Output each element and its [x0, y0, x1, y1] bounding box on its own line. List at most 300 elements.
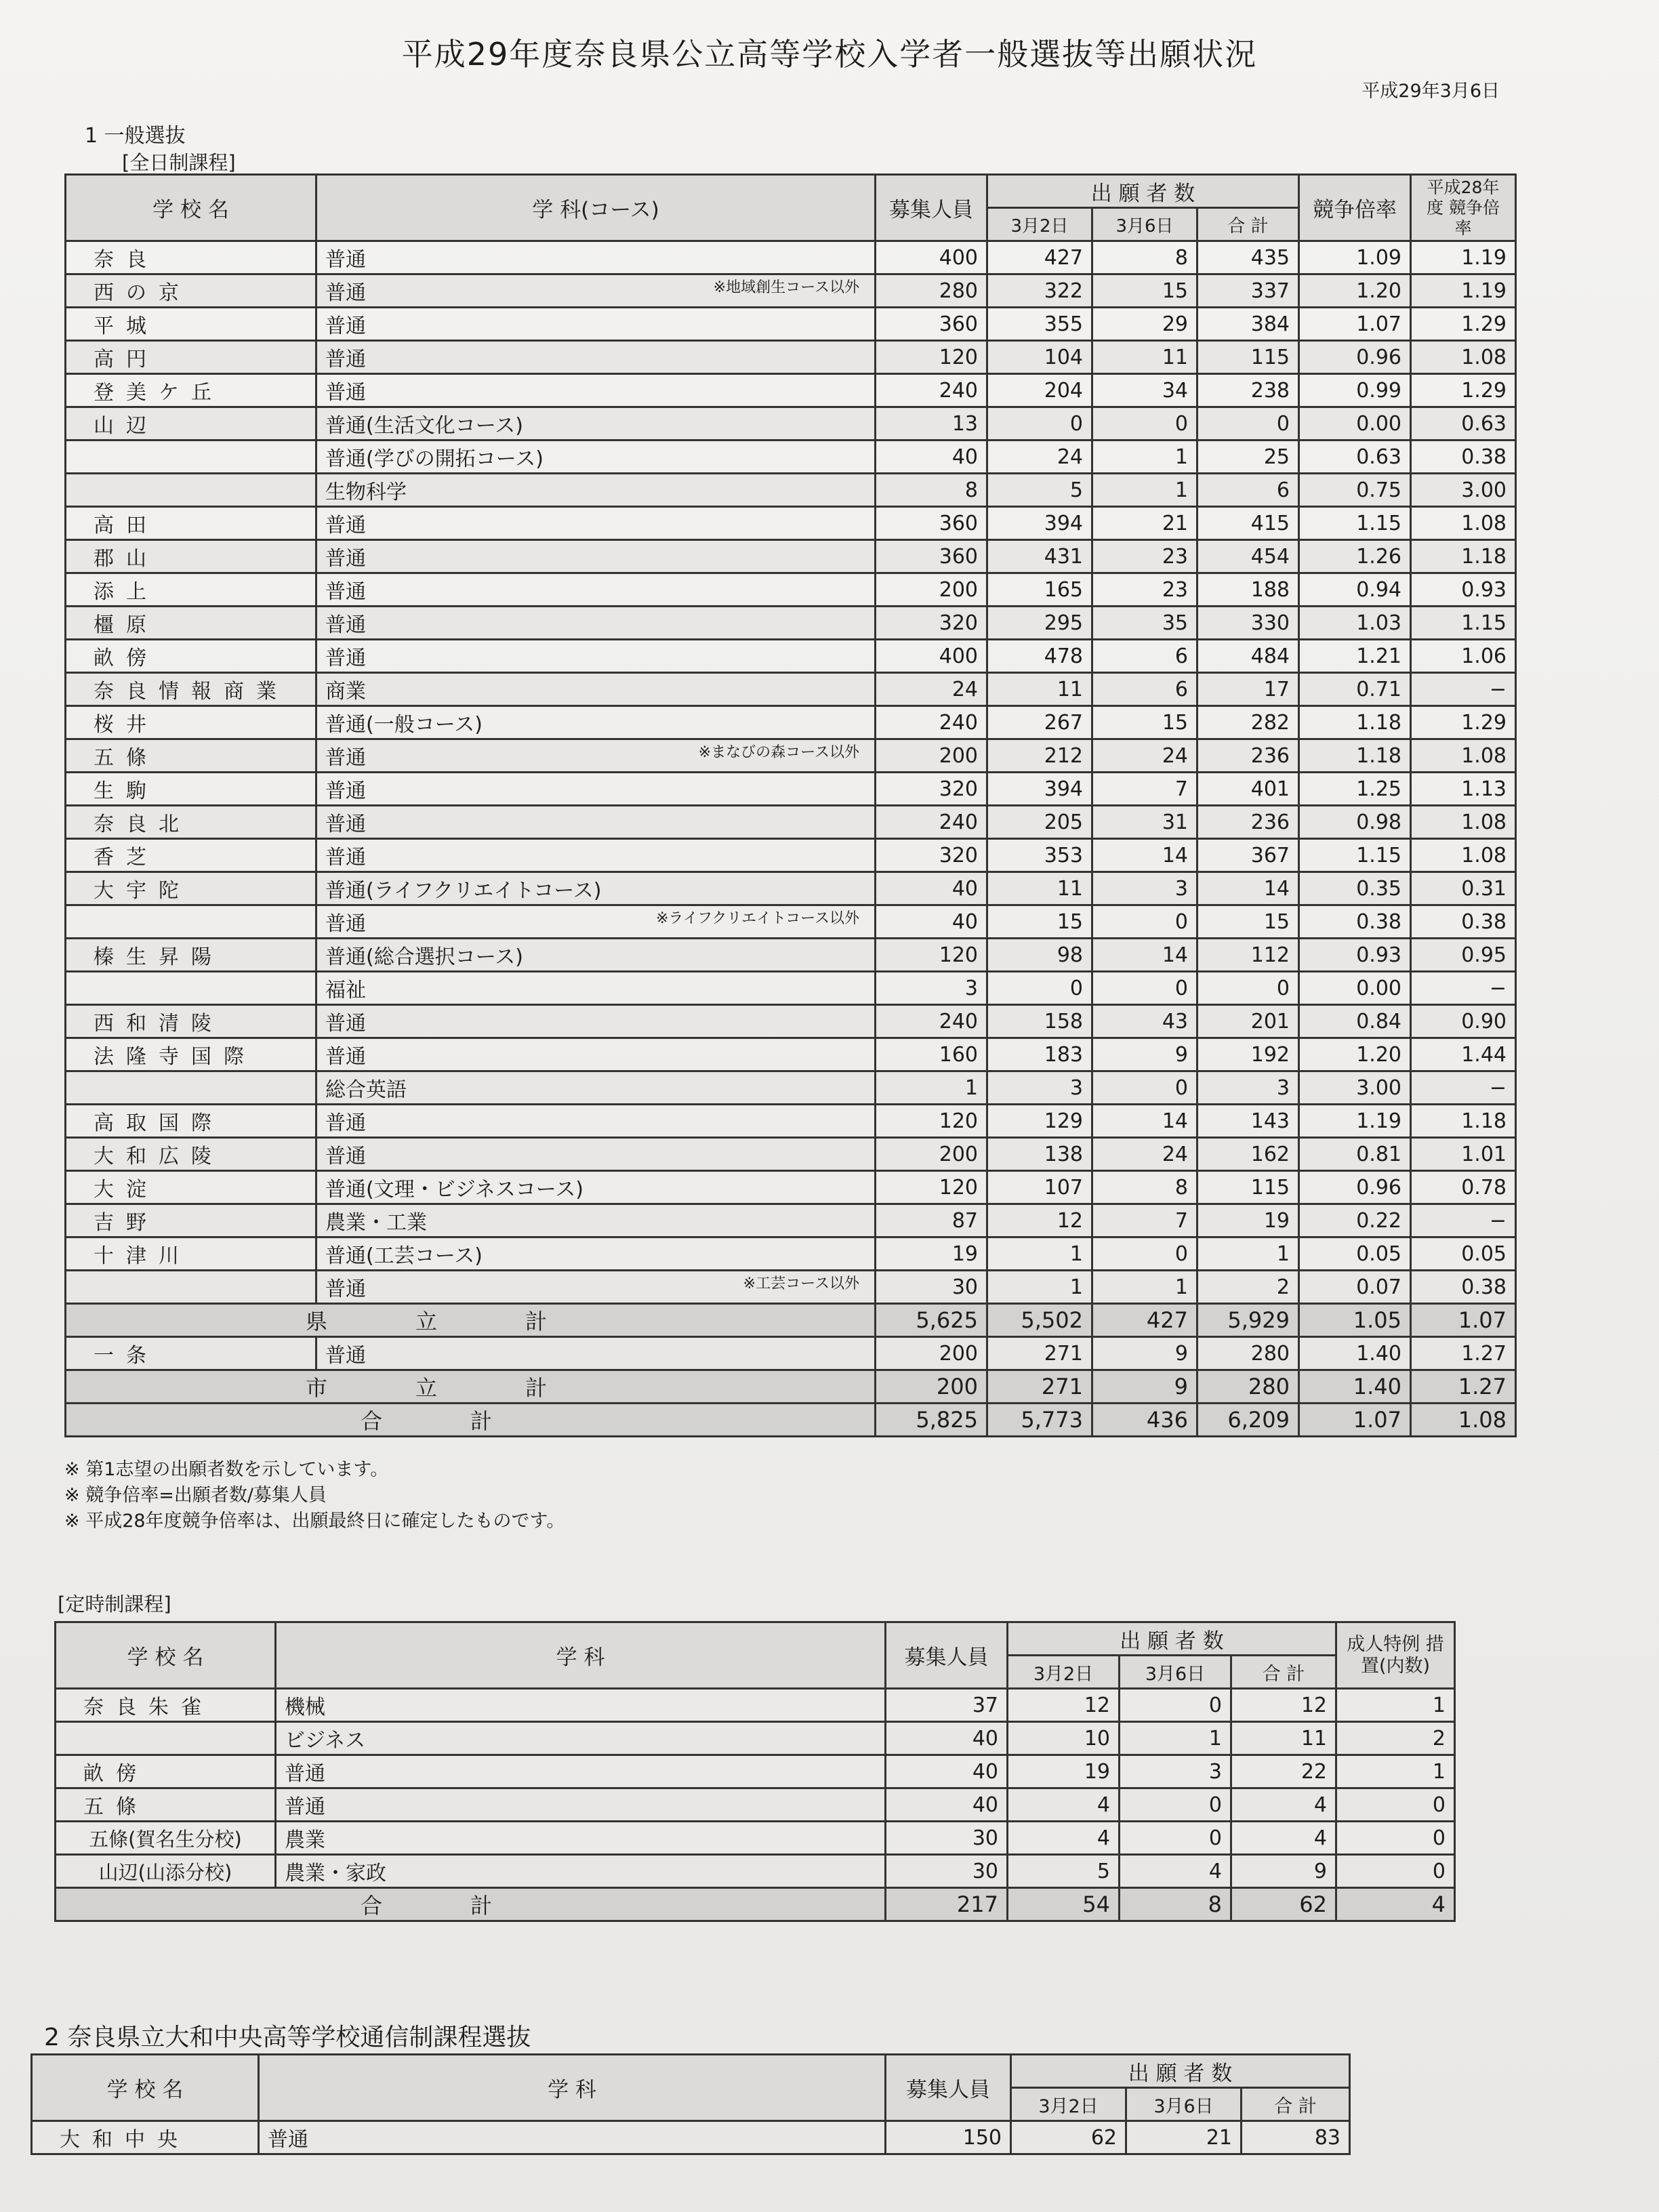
march6-value: 0 — [1092, 407, 1197, 441]
sum-value: 17 — [1197, 673, 1299, 706]
prev-ratio-value: 0.05 — [1411, 1237, 1516, 1271]
capacity-value: 13 — [876, 407, 987, 441]
cap-value: 30 — [886, 1855, 1008, 1888]
table-row — [66, 939, 1516, 972]
sum-value: 415 — [1197, 507, 1299, 540]
march6-value: 34 — [1092, 374, 1197, 407]
footnotes — [64, 1457, 565, 1534]
school-name: 高取国際 — [66, 1105, 316, 1138]
adult-value: 0 — [1336, 1788, 1455, 1822]
table-row — [66, 308, 1516, 341]
march2-value: 11 — [987, 872, 1092, 905]
ratio-value: 0.22 — [1299, 1204, 1411, 1237]
prev-ratio-value: − — [1411, 972, 1516, 1005]
course-cell — [316, 1204, 876, 1237]
sum-value: 192 — [1197, 1038, 1299, 1071]
school-name: 登美ケ丘 — [66, 374, 316, 407]
ratio-value: 0.99 — [1299, 374, 1411, 407]
page-title: 平成29年度奈良県公立高等学校入学者一般選抜等出願状況 — [401, 36, 1258, 73]
prev-ratio-value: 1.01 — [1411, 1138, 1516, 1171]
total-cap-value: 5,825 — [876, 1404, 987, 1437]
course-name: 総合英語 — [325, 1078, 407, 1102]
course-cell — [316, 1038, 876, 1071]
total-d2-value: 436 — [1092, 1404, 1197, 1437]
course-cell — [316, 706, 876, 739]
header-prev-ratio: 平成28年度 競争倍率 — [1411, 175, 1516, 241]
sum-value: 0 — [1197, 972, 1299, 1005]
prev-ratio-value: 0.63 — [1411, 407, 1516, 441]
course-name: 普通 — [325, 514, 366, 537]
ratio-value: 0.93 — [1299, 939, 1411, 972]
course-name: 普通(ライフクリエイトコース) — [325, 879, 602, 903]
march6-value: 6 — [1092, 673, 1197, 706]
course-name: 普通 — [325, 647, 366, 670]
course-name: 普通 — [325, 1277, 366, 1301]
course-cell — [316, 839, 876, 872]
course-name: 普通(一般コース) — [325, 713, 483, 737]
march2-value: 0 — [987, 407, 1092, 441]
ratio-value: 0.96 — [1299, 341, 1411, 374]
march2-value: 98 — [987, 939, 1092, 972]
school-name: 五條 — [66, 739, 316, 773]
prev-ratio-value: − — [1411, 1204, 1516, 1237]
table-row — [66, 739, 1516, 773]
prev-ratio-value: 1.08 — [1411, 739, 1516, 773]
table-row — [56, 1722, 1455, 1755]
table-row — [56, 1822, 1455, 1855]
kenritsu-total-row — [66, 1304, 1516, 1337]
grand-total-row — [66, 1404, 1516, 1437]
school-name: 添上 — [66, 573, 316, 607]
total-prev-value: 1.08 — [1411, 1404, 1516, 1437]
course-name: 普通 — [325, 1045, 366, 1069]
capacity-value: 19 — [876, 1237, 987, 1271]
march2-value: 183 — [987, 1038, 1092, 1071]
table-row — [66, 640, 1516, 673]
course-name: 普通 — [325, 846, 366, 869]
sum-value: 162 — [1197, 1138, 1299, 1171]
d1-value: 5 — [1008, 1855, 1120, 1888]
school-name: 奈良北 — [66, 806, 316, 839]
march6-value: 7 — [1092, 1204, 1197, 1237]
course-cell — [316, 507, 876, 540]
capacity-value: 30 — [876, 1271, 987, 1304]
table-row — [66, 1005, 1516, 1038]
table-row — [66, 507, 1516, 540]
school-name — [66, 441, 316, 474]
adult-value: 0 — [1336, 1822, 1455, 1855]
header-sum: 合 計 — [1197, 208, 1299, 241]
ratio-value: 0.63 — [1299, 441, 1411, 474]
sum-value: 112 — [1197, 939, 1299, 972]
table-row — [66, 607, 1516, 640]
school-name: 畝傍 — [56, 1755, 276, 1788]
header-capacity: 募集人員 — [876, 175, 987, 241]
prev-ratio-value: 1.29 — [1411, 706, 1516, 739]
march2-value: 212 — [987, 739, 1092, 773]
march6-value: 31 — [1092, 806, 1197, 839]
capacity-value: 120 — [876, 341, 987, 374]
table-row — [66, 241, 1516, 274]
course-cell — [316, 374, 876, 407]
march2-value: 0 — [987, 972, 1092, 1005]
school-name: 法隆寺国際 — [66, 1038, 316, 1071]
march2-value: 204 — [987, 374, 1092, 407]
prev-ratio-value: 0.90 — [1411, 1005, 1516, 1038]
capacity-value: 87 — [876, 1204, 987, 1237]
ratio-value: 0.05 — [1299, 1237, 1411, 1271]
capacity-value: 120 — [876, 1105, 987, 1138]
school-name: 橿原 — [66, 607, 316, 640]
teiji-label: [定時制課程] — [58, 1593, 171, 1616]
total-d1-value: 271 — [987, 1370, 1092, 1404]
ratio-value: 1.09 — [1299, 241, 1411, 274]
ratio-value: 0.38 — [1299, 905, 1411, 939]
teiji-header-march6: 3月6日 — [1120, 1656, 1231, 1689]
total-ratio-value: 1.40 — [1299, 1370, 1411, 1404]
ratio-value: 0.00 — [1299, 407, 1411, 441]
ratio-value: 1.25 — [1299, 773, 1411, 806]
school-name: 大和広陵 — [66, 1138, 316, 1171]
total-sum-value: 5,929 — [1197, 1304, 1299, 1337]
course-cell — [316, 1237, 876, 1271]
course-name: 普通(工芸コース) — [325, 1244, 483, 1268]
course-cell — [316, 241, 876, 274]
course-cell — [316, 1138, 876, 1171]
march2-value: 15 — [987, 905, 1092, 939]
sum-value: 236 — [1197, 739, 1299, 773]
table-row — [66, 872, 1516, 905]
march2-value: 427 — [987, 241, 1092, 274]
course-name: 普通 — [316, 1337, 876, 1370]
prev-ratio-value: 0.78 — [1411, 1171, 1516, 1204]
capacity-value: 360 — [876, 540, 987, 573]
march6-value: 9 — [1092, 1038, 1197, 1071]
school-name: 奈良 — [66, 241, 316, 274]
school-name: 大和中央 — [32, 2121, 259, 2154]
march2-value: 322 — [987, 274, 1092, 308]
march2-value: 12 — [987, 1204, 1092, 1237]
course-cell — [316, 407, 876, 441]
school-name: 西和清陵 — [66, 1005, 316, 1038]
march2-value: 138 — [987, 1138, 1092, 1171]
sum-value: 282 — [1197, 706, 1299, 739]
course-cell — [316, 972, 876, 1005]
prev-ratio-value: 1.44 — [1411, 1038, 1516, 1071]
sum-value: 15 — [1197, 905, 1299, 939]
capacity-value: 360 — [876, 308, 987, 341]
capacity-value: 360 — [876, 507, 987, 540]
prev-ratio-value: 1.06 — [1411, 640, 1516, 673]
header-course: 学 科(コース) — [316, 175, 876, 241]
tsushin-header-capacity: 募集人員 — [886, 2055, 1011, 2121]
prev-ratio-value: 1.29 — [1411, 308, 1516, 341]
table-row — [66, 1204, 1516, 1237]
d1-value: 271 — [987, 1337, 1092, 1370]
sum-value: 435 — [1197, 241, 1299, 274]
ratio-value: 0.75 — [1299, 474, 1411, 507]
adult-value: 2 — [1336, 1722, 1455, 1755]
march2-value: 355 — [987, 308, 1092, 341]
prev-ratio-value: 1.08 — [1411, 507, 1516, 540]
ratio-value: 1.15 — [1299, 507, 1411, 540]
prev-value: 1.27 — [1411, 1337, 1516, 1370]
march6-value: 23 — [1092, 540, 1197, 573]
cap-value: 30 — [886, 1822, 1008, 1855]
prev-ratio-value: 1.18 — [1411, 1105, 1516, 1138]
march6-value: 15 — [1092, 706, 1197, 739]
march6-value: 0 — [1092, 972, 1197, 1005]
total-label: 合計 — [66, 1404, 876, 1437]
adult-value: 1 — [1336, 1689, 1455, 1722]
sum-value: 3 — [1197, 1071, 1299, 1105]
sum-value: 201 — [1197, 1005, 1299, 1038]
school-name: 奈良情報商業 — [66, 673, 316, 706]
march2-value: 394 — [987, 507, 1092, 540]
header-march6: 3月6日 — [1092, 208, 1197, 241]
sum-value: 4 — [1231, 1788, 1336, 1822]
capacity-value: 150 — [886, 2121, 1011, 2154]
teiji-header-sum: 合 計 — [1231, 1656, 1336, 1689]
ratio-value: 1.20 — [1299, 1038, 1411, 1071]
sum-value: 14 — [1197, 872, 1299, 905]
header-applicants: 出 願 者 数 — [987, 175, 1299, 208]
total-label: 市立計 — [66, 1370, 876, 1404]
course-cell — [316, 739, 876, 773]
capacity-value: 120 — [876, 939, 987, 972]
course-name: 普通 — [325, 813, 366, 836]
section1-heading: 1 一般選抜 — [85, 124, 186, 148]
ratio-value: 0.81 — [1299, 1138, 1411, 1171]
course-cell — [316, 905, 876, 939]
course-cell — [316, 640, 876, 673]
teiji-header-applicants: 出 願 者 数 — [1008, 1622, 1336, 1656]
march6-value: 24 — [1092, 739, 1197, 773]
prev-ratio-value: − — [1411, 673, 1516, 706]
total-d1-value: 54 — [1008, 1888, 1120, 1921]
march6-value: 24 — [1092, 1138, 1197, 1171]
total-adult-value: 4 — [1336, 1888, 1455, 1921]
total-ratio-value: 1.05 — [1299, 1304, 1411, 1337]
table-row — [66, 374, 1516, 407]
school-name: 大宇陀 — [66, 872, 316, 905]
d1-value: 10 — [1008, 1722, 1120, 1755]
march6-value: 14 — [1092, 839, 1197, 872]
course-name: 普通(文理・ビジネスコース) — [325, 1178, 584, 1202]
course-note: ※ライフクリエイトコース以外 — [655, 910, 859, 927]
total-d1-value: 5,773 — [987, 1404, 1092, 1437]
prev-ratio-value: 1.18 — [1411, 540, 1516, 573]
capacity-value: 24 — [876, 673, 987, 706]
sum-value: 19 — [1197, 1204, 1299, 1237]
teiji-table — [54, 1621, 1456, 1922]
course-name: 普通 — [325, 1111, 366, 1135]
march6-value: 14 — [1092, 1105, 1197, 1138]
table-row — [66, 673, 1516, 706]
table-row — [66, 905, 1516, 939]
prev-ratio-value: 0.38 — [1411, 441, 1516, 474]
course-name: 普通 — [325, 912, 366, 936]
d2-value: 0 — [1120, 1822, 1231, 1855]
teiji-header-adult: 成人特例 措置(内数) — [1336, 1622, 1455, 1689]
cap-value: 40 — [886, 1722, 1008, 1755]
march6-value: 35 — [1092, 607, 1197, 640]
teiji-header-march2: 3月2日 — [1008, 1656, 1120, 1689]
capacity-value: 8 — [876, 474, 987, 507]
sum-value: 22 — [1231, 1755, 1336, 1788]
march6-value: 3 — [1092, 872, 1197, 905]
table-row — [66, 773, 1516, 806]
table-row — [66, 1171, 1516, 1204]
sum-value: 83 — [1242, 2121, 1350, 2154]
capacity-value: 400 — [876, 241, 987, 274]
total-label: 県立計 — [66, 1304, 876, 1337]
table-row — [66, 573, 1516, 607]
school-name: 平城 — [66, 308, 316, 341]
ratio-value: 1.03 — [1299, 607, 1411, 640]
sum-value: 337 — [1197, 274, 1299, 308]
table-row — [56, 1855, 1455, 1888]
ratio-value: 0.71 — [1299, 673, 1411, 706]
sum-value: 0 — [1197, 407, 1299, 441]
capacity-value: 240 — [876, 706, 987, 739]
capacity-value: 200 — [876, 573, 987, 607]
school-name — [66, 1071, 316, 1105]
march6-value: 0 — [1092, 1237, 1197, 1271]
march6-value: 21 — [1092, 507, 1197, 540]
school-name: 吉野 — [66, 1204, 316, 1237]
ratio-value: 0.94 — [1299, 573, 1411, 607]
document-date: 平成29年3月6日 — [1361, 81, 1500, 102]
march2-value: 1 — [987, 1271, 1092, 1304]
sum-value: 12 — [1231, 1689, 1336, 1722]
capacity-value: 1 — [876, 1071, 987, 1105]
total-sum-value: 280 — [1197, 1370, 1299, 1404]
sum-value: 25 — [1197, 441, 1299, 474]
d1-value: 4 — [1008, 1822, 1120, 1855]
course-name: 普通 — [325, 1012, 366, 1036]
capacity-value: 40 — [876, 441, 987, 474]
school-name: 生駒 — [66, 773, 316, 806]
course-name: 普通(総合選択コース) — [325, 945, 523, 969]
march6-value: 15 — [1092, 274, 1197, 308]
prev-ratio-value: 3.00 — [1411, 474, 1516, 507]
prev-ratio-value: 1.08 — [1411, 806, 1516, 839]
capacity-value: 200 — [876, 1138, 987, 1171]
cap-value: 40 — [886, 1788, 1008, 1822]
capacity-value: 3 — [876, 972, 987, 1005]
school-name — [56, 1722, 276, 1755]
march6-value: 8 — [1092, 241, 1197, 274]
tsushin-table — [30, 2053, 1351, 2155]
school-name — [66, 905, 316, 939]
ratio-value: 1.21 — [1299, 640, 1411, 673]
ratio-value: 1.40 — [1299, 1337, 1411, 1370]
march6-value: 1 — [1092, 441, 1197, 474]
tsushin-header-course: 学 科 — [259, 2055, 886, 2121]
prev-ratio-value: 1.08 — [1411, 341, 1516, 374]
sum-value: 367 — [1197, 839, 1299, 872]
table-row — [66, 441, 1516, 474]
school-name: 高円 — [66, 341, 316, 374]
capacity-value: 240 — [876, 806, 987, 839]
school-name: 五條(賀名生分校) — [56, 1822, 276, 1855]
march2-value: 478 — [987, 640, 1092, 673]
course-cell — [316, 1105, 876, 1138]
course-cell — [316, 274, 876, 308]
table-row — [66, 407, 1516, 441]
march6-value: 43 — [1092, 1005, 1197, 1038]
total-sum-value: 6,209 — [1197, 1404, 1299, 1437]
adult-value: 0 — [1336, 1855, 1455, 1888]
ratio-value: 0.00 — [1299, 972, 1411, 1005]
prev-ratio-value: 1.19 — [1411, 241, 1516, 274]
sum-value: 188 — [1197, 573, 1299, 607]
tsushin-header-march2: 3月2日 — [1011, 2088, 1126, 2121]
course-name: 普通 — [325, 613, 366, 637]
ratio-value: 1.15 — [1299, 839, 1411, 872]
march2-value: 1 — [987, 1237, 1092, 1271]
zennichi-label: [全日制課程] — [122, 151, 236, 174]
school-name: 奈良朱雀 — [56, 1689, 276, 1722]
course-cell — [316, 341, 876, 374]
sum-value: 236 — [1197, 806, 1299, 839]
total-cap-value: 5,625 — [876, 1304, 987, 1337]
total-label: 合計 — [56, 1888, 886, 1921]
ratio-value: 3.00 — [1299, 1071, 1411, 1105]
march2-value: 431 — [987, 540, 1092, 573]
ratio-value: 0.98 — [1299, 806, 1411, 839]
school-name: 榛生昇陽 — [66, 939, 316, 972]
march6-value: 0 — [1092, 1071, 1197, 1105]
course-name: 普通 — [325, 381, 366, 405]
table-row — [66, 806, 1516, 839]
capacity-value: 400 — [876, 640, 987, 673]
march6-value: 1 — [1092, 474, 1197, 507]
prev-ratio-value: 1.08 — [1411, 839, 1516, 872]
table-row — [66, 474, 1516, 507]
course-cell — [316, 607, 876, 640]
d2-value: 4 — [1120, 1855, 1231, 1888]
ratio-value: 0.84 — [1299, 1005, 1411, 1038]
footnote: ※ 平成28年度競争倍率は、出願最終日に確定したものです。 — [64, 1511, 565, 1532]
school-name: 郡山 — [66, 540, 316, 573]
course-cell — [316, 573, 876, 607]
capacity-value: 320 — [876, 839, 987, 872]
march2-value: 295 — [987, 607, 1092, 640]
cap-value: 37 — [886, 1689, 1008, 1722]
footnote: ※ 第1志望の出願者数を示しています。 — [64, 1459, 389, 1480]
course-name: 普通 — [325, 580, 366, 604]
course-cell — [316, 939, 876, 972]
prev-ratio-value: 1.15 — [1411, 607, 1516, 640]
teiji-header-course: 学 科 — [276, 1622, 886, 1689]
d2-value: 9 — [1092, 1337, 1197, 1370]
course-cell — [316, 1171, 876, 1204]
course-name: 普通 — [325, 248, 366, 272]
ratio-value: 1.18 — [1299, 739, 1411, 773]
table-row — [66, 1237, 1516, 1271]
ratio-value: 0.35 — [1299, 872, 1411, 905]
teiji-total-row — [56, 1888, 1455, 1921]
ratio-value: 0.96 — [1299, 1171, 1411, 1204]
adult-value: 1 — [1336, 1755, 1455, 1788]
march2-value: 394 — [987, 773, 1092, 806]
school-name: 山辺(山添分校) — [56, 1855, 276, 1888]
ratio-value: 1.26 — [1299, 540, 1411, 573]
ratio-value: 1.19 — [1299, 1105, 1411, 1138]
course-name: 農業・工業 — [325, 1211, 427, 1235]
